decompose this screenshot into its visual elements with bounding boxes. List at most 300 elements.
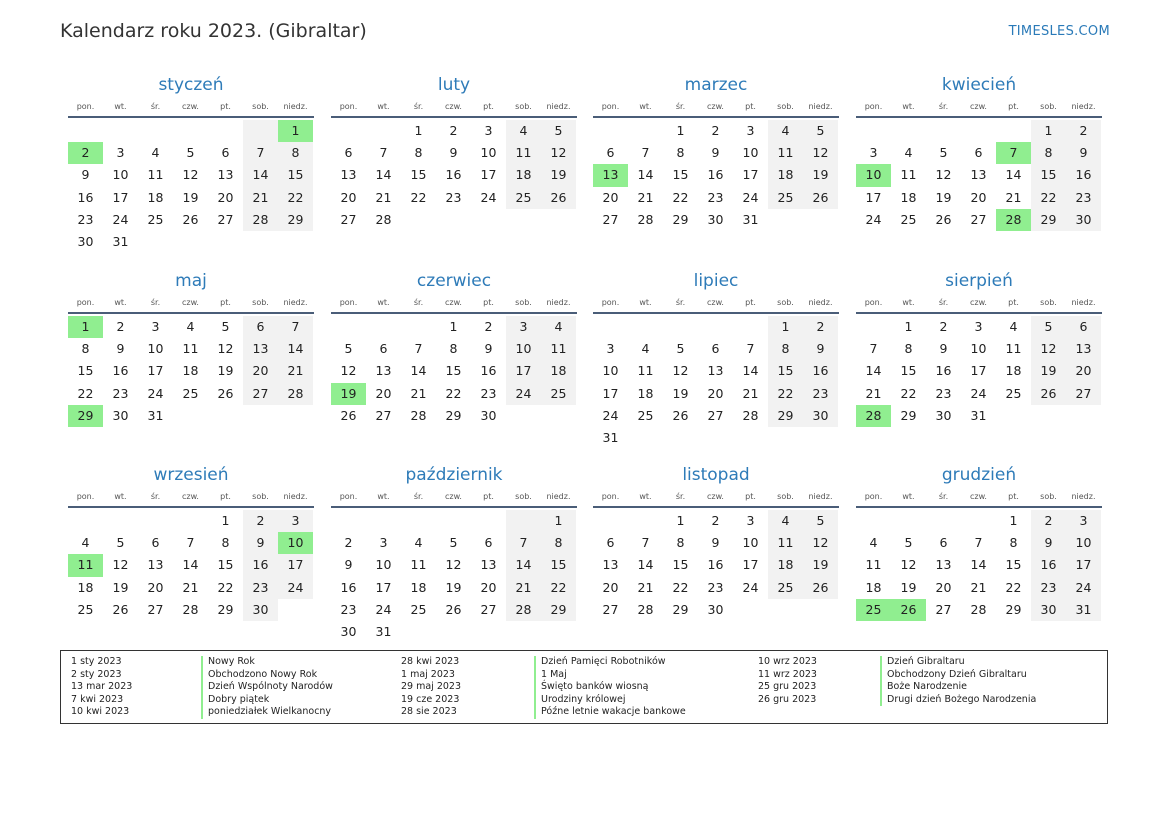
legend-entry: Obchodzono Nowy Rok [201, 669, 333, 682]
day-cell: 17 [742, 557, 759, 573]
weekday-label: śr. [413, 298, 424, 307]
day-cell: 5 [541, 120, 576, 142]
weekday-label: niedz. [808, 102, 833, 111]
day-cell: 1 [541, 510, 576, 532]
day-grid [68, 510, 314, 621]
day-cell: 16 [480, 363, 497, 379]
day-cell: 17 [602, 385, 619, 401]
legend-entry: 1 sty 2023 [71, 656, 122, 667]
day-cell: 19 [803, 554, 838, 576]
day-cell: 27 [375, 407, 392, 423]
day-cell: 22 [768, 383, 803, 405]
day-cell: 20 [147, 579, 164, 595]
weekday-label: niedz. [1071, 492, 1096, 501]
day-cell: 30 [112, 407, 129, 423]
day-cell: 19 [182, 189, 199, 205]
day-cell: 4 [641, 341, 650, 357]
empty-cell [331, 120, 366, 142]
day-cell: 19 [803, 164, 838, 186]
day-grid [593, 120, 839, 231]
day-cell: 1 [414, 123, 423, 138]
day-cell: 23 [340, 601, 357, 617]
weekday-label: sob. [252, 102, 269, 111]
day-cell: 12 [803, 532, 838, 554]
weekday-label: wt. [114, 102, 127, 111]
day-cell: 22 [217, 579, 234, 595]
day-cell: 23 [445, 189, 462, 205]
day-cell: 30 [1031, 599, 1066, 621]
weekday-label: czw. [707, 298, 724, 307]
day-cell: 3 [278, 510, 313, 532]
weekday-header [331, 490, 577, 508]
day-cell: 6 [974, 145, 983, 161]
day-cell: 4 [414, 535, 423, 551]
day-cell: 9 [449, 145, 458, 161]
weekday-label: wt. [377, 298, 390, 307]
day-grid [856, 510, 1102, 621]
day-cell: 15 [672, 167, 689, 183]
day-cell: 6 [606, 535, 615, 551]
day-cell: 12 [541, 142, 576, 164]
holiday-day: 28 [856, 405, 891, 427]
weekday-label: sob. [252, 492, 269, 501]
day-grid [68, 316, 314, 427]
weekday-label: pt. [745, 298, 756, 307]
month-8 [856, 270, 1102, 427]
empty-cell [593, 510, 628, 532]
day-cell: 28 [410, 407, 427, 423]
day-cell: 8 [278, 142, 313, 164]
weekday-label: śr. [938, 298, 949, 307]
empty-cell [103, 120, 138, 142]
weekday-label: pt. [1008, 492, 1019, 501]
legend-names-3 [880, 656, 1036, 706]
day-cell: 7 [414, 341, 423, 357]
weekday-label: pon. [601, 298, 620, 307]
day-cell: 8 [221, 535, 230, 551]
weekday-label: wt. [639, 298, 652, 307]
day-cell: 2 [1031, 510, 1066, 532]
day-cell: 13 [707, 363, 724, 379]
day-cell: 10 [602, 363, 619, 379]
empty-cell [593, 120, 628, 142]
day-cell: 29 [672, 601, 689, 617]
day-cell: 17 [742, 167, 759, 183]
day-cell: 15 [410, 167, 427, 183]
weekday-label: niedz. [546, 102, 571, 111]
month-name: maj [175, 271, 207, 291]
weekday-label: pon. [864, 298, 883, 307]
weekday-header [68, 490, 314, 508]
weekday-label: wt. [114, 298, 127, 307]
month-name: lipiec [693, 271, 739, 291]
day-cell: 5 [186, 145, 195, 161]
day-cell: 11 [506, 142, 541, 164]
weekday-label: śr. [413, 102, 424, 111]
empty-cell [173, 510, 208, 532]
holiday-day: 10 [856, 164, 891, 186]
day-cell: 11 [865, 557, 882, 573]
weekday-label: pon. [76, 102, 95, 111]
day-cell: 30 [803, 405, 838, 427]
day-cell: 22 [900, 385, 917, 401]
legend-entry: Dzień Gibraltaru [880, 656, 1036, 669]
day-cell: 6 [221, 145, 230, 161]
day-cell: 22 [77, 385, 94, 401]
day-cell: 6 [344, 145, 353, 161]
day-cell: 14 [375, 167, 392, 183]
day-cell: 8 [1031, 142, 1066, 164]
day-cell: 2 [484, 319, 493, 334]
day-cell: 25 [506, 187, 541, 209]
day-cell: 14 [1005, 167, 1022, 183]
day-cell: 30 [243, 599, 278, 621]
day-cell: 7 [746, 341, 755, 357]
day-cell: 24 [147, 385, 164, 401]
weekday-label: pt. [220, 298, 231, 307]
day-cell: 24 [742, 189, 759, 205]
day-cell: 24 [1066, 577, 1101, 599]
day-cell: 12 [900, 557, 917, 573]
day-cell: 16 [803, 360, 838, 382]
day-cell: 21 [970, 579, 987, 595]
legend-names-1 [201, 656, 333, 719]
day-cell: 27 [480, 601, 497, 617]
day-cell: 7 [243, 142, 278, 164]
empty-cell [68, 120, 103, 142]
empty-cell [138, 120, 173, 142]
weekday-label: śr. [150, 492, 161, 501]
day-cell: 22 [541, 577, 576, 599]
day-cell: 24 [865, 211, 882, 227]
day-cell: 13 [243, 338, 278, 360]
month-5 [68, 270, 314, 427]
weekday-header [856, 296, 1102, 314]
empty-cell [961, 120, 996, 142]
day-cell: 21 [375, 189, 392, 205]
day-cell: 17 [278, 554, 313, 576]
empty-cell [926, 510, 961, 532]
day-cell: 11 [1005, 341, 1022, 357]
day-cell: 3 [1066, 510, 1101, 532]
month-12 [856, 464, 1102, 621]
day-cell: 20 [1066, 360, 1101, 382]
day-cell: 3 [379, 535, 388, 551]
day-cell: 18 [1005, 363, 1022, 379]
weekday-label: czw. [970, 298, 987, 307]
weekday-header [856, 490, 1102, 508]
day-cell: 14 [742, 363, 759, 379]
weekday-label: niedz. [283, 492, 308, 501]
day-cell: 23 [112, 385, 129, 401]
day-cell: 23 [1031, 577, 1066, 599]
day-cell: 2 [1066, 120, 1101, 142]
weekday-label: wt. [377, 102, 390, 111]
day-cell: 8 [676, 535, 685, 551]
day-cell: 3 [506, 316, 541, 338]
empty-cell [173, 120, 208, 142]
day-cell: 2 [939, 319, 948, 334]
day-cell: 20 [243, 360, 278, 382]
day-cell: 21 [865, 385, 882, 401]
weekday-label: pt. [1008, 298, 1019, 307]
day-cell: 11 [768, 532, 803, 554]
day-cell: 12 [112, 557, 129, 573]
day-cell: 26 [182, 211, 199, 227]
day-cell: 22 [278, 187, 313, 209]
month-name: listopad [682, 465, 750, 485]
day-cell: 25 [182, 385, 199, 401]
day-cell: 8 [81, 341, 90, 357]
brand-link[interactable]: TIMESLES.COM [1008, 24, 1110, 39]
day-cell: 24 [112, 211, 129, 227]
day-cell: 5 [221, 319, 230, 334]
day-cell: 2 [803, 316, 838, 338]
empty-cell [103, 510, 138, 532]
empty-cell [996, 120, 1031, 142]
day-cell: 5 [676, 341, 685, 357]
day-cell: 10 [112, 167, 129, 183]
day-cell: 1 [904, 319, 913, 334]
day-cell: 31 [375, 623, 392, 639]
legend-entry: 10 wrz 2023 [758, 656, 817, 667]
day-cell: 11 [182, 341, 199, 357]
day-cell: 5 [939, 145, 948, 161]
day-cell: 8 [541, 532, 576, 554]
day-cell: 21 [637, 579, 654, 595]
day-cell: 23 [803, 383, 838, 405]
day-cell: 9 [711, 535, 720, 551]
day-cell: 25 [147, 211, 164, 227]
day-cell: 12 [672, 363, 689, 379]
empty-cell [628, 316, 663, 338]
weekday-label: czw. [707, 102, 724, 111]
day-cell: 7 [186, 535, 195, 551]
legend-entry: 28 sie 2023 [401, 706, 457, 718]
legend-entry: 25 gru 2023 [758, 681, 817, 693]
day-cell: 27 [970, 211, 987, 227]
day-cell: 4 [151, 145, 160, 161]
month-7 [593, 270, 839, 449]
empty-cell [628, 120, 663, 142]
day-cell: 18 [541, 360, 576, 382]
day-cell: 13 [375, 363, 392, 379]
day-cell: 1 [768, 316, 803, 338]
day-cell: 31 [1066, 599, 1101, 621]
day-cell: 4 [904, 145, 913, 161]
weekday-label: wt. [639, 102, 652, 111]
weekday-label: czw. [182, 102, 199, 111]
month-name: sierpień [945, 271, 1013, 291]
empty-cell [856, 510, 891, 532]
holiday-day: 2 [68, 142, 103, 164]
day-cell: 27 [602, 211, 619, 227]
day-cell: 11 [410, 557, 427, 573]
day-cell: 9 [344, 557, 353, 573]
day-cell: 8 [768, 338, 803, 360]
day-cell: 15 [768, 360, 803, 382]
day-cell: 3 [746, 513, 755, 528]
day-cell: 6 [1066, 316, 1101, 338]
day-cell: 7 [974, 535, 983, 551]
weekday-label: sob. [515, 102, 532, 111]
day-cell: 16 [1031, 554, 1066, 576]
day-cell: 20 [935, 579, 952, 595]
day-cell: 24 [375, 601, 392, 617]
legend-entry: poniedziałek Wielkanocny [201, 706, 333, 719]
weekday-label: czw. [707, 492, 724, 501]
day-cell: 16 [445, 167, 462, 183]
weekday-label: śr. [938, 102, 949, 111]
weekday-label: pon. [339, 298, 358, 307]
weekday-label: czw. [970, 102, 987, 111]
weekday-label: pt. [745, 492, 756, 501]
day-cell: 12 [445, 557, 462, 573]
day-cell: 11 [900, 167, 917, 183]
empty-cell [68, 510, 103, 532]
legend-entry: Boże Narodzenie [880, 681, 1036, 694]
day-cell: 18 [768, 554, 803, 576]
day-cell: 19 [1031, 360, 1066, 382]
day-cell: 24 [742, 579, 759, 595]
day-cell: 26 [217, 385, 234, 401]
day-cell: 8 [414, 145, 423, 161]
day-cell: 22 [672, 189, 689, 205]
weekday-label: wt. [902, 492, 915, 501]
weekday-label: pt. [220, 492, 231, 501]
month-1 [68, 74, 314, 253]
day-cell: 14 [506, 554, 541, 576]
day-cell: 20 [602, 579, 619, 595]
month-name: kwiecień [941, 75, 1017, 95]
day-cell: 7 [869, 341, 878, 357]
day-cell: 5 [344, 341, 353, 357]
empty-cell [138, 510, 173, 532]
day-cell: 3 [484, 123, 493, 138]
day-cell: 2 [711, 513, 720, 528]
day-cell: 9 [81, 167, 90, 183]
weekday-label: czw. [970, 492, 987, 501]
holiday-day: 11 [68, 554, 103, 576]
day-cell: 8 [1009, 535, 1018, 551]
weekday-label: pt. [483, 102, 494, 111]
legend-entry: 2 sty 2023 [71, 668, 122, 680]
day-cell: 16 [707, 167, 724, 183]
day-grid [593, 316, 839, 449]
day-cell: 15 [217, 557, 234, 573]
day-cell: 31 [970, 407, 987, 423]
day-cell: 16 [77, 189, 94, 205]
day-cell: 9 [243, 532, 278, 554]
day-cell: 7 [379, 145, 388, 161]
weekday-label: sob. [1040, 492, 1057, 501]
day-cell: 14 [182, 557, 199, 573]
month-name: luty [437, 75, 471, 95]
day-cell: 20 [375, 385, 392, 401]
day-cell: 5 [1031, 316, 1066, 338]
weekday-label: niedz. [808, 492, 833, 501]
weekday-label: niedz. [808, 298, 833, 307]
day-cell: 28 [182, 601, 199, 617]
day-cell: 25 [637, 407, 654, 423]
day-cell: 5 [449, 535, 458, 551]
legend-entry: 1 Maj [534, 669, 686, 682]
day-cell: 31 [147, 407, 164, 423]
month-4 [856, 74, 1102, 231]
weekday-header [856, 100, 1102, 118]
weekday-label: sob. [777, 298, 794, 307]
day-cell: 29 [217, 601, 234, 617]
legend-entry: Dobry piątek [201, 694, 333, 707]
day-cell: 13 [480, 557, 497, 573]
day-cell: 16 [112, 363, 129, 379]
weekday-label: śr. [675, 492, 686, 501]
weekday-label: pon. [864, 102, 883, 111]
day-cell: 19 [217, 363, 234, 379]
day-cell: 16 [340, 579, 357, 595]
day-cell: 27 [935, 601, 952, 617]
day-cell: 15 [77, 363, 94, 379]
day-cell: 23 [77, 211, 94, 227]
day-cell: 3 [606, 341, 615, 357]
day-cell: 11 [147, 167, 164, 183]
day-cell: 21 [182, 579, 199, 595]
empty-cell [698, 316, 733, 338]
day-cell: 22 [1005, 579, 1022, 595]
day-cell: 14 [278, 338, 313, 360]
day-cell: 24 [480, 189, 497, 205]
day-cell: 21 [506, 577, 541, 599]
day-cell: 30 [707, 601, 724, 617]
weekday-label: wt. [902, 298, 915, 307]
weekday-label: czw. [445, 492, 462, 501]
empty-cell [856, 120, 891, 142]
day-cell: 2 [116, 319, 125, 334]
day-cell: 13 [1066, 338, 1101, 360]
day-cell: 27 [217, 211, 234, 227]
day-cell: 19 [541, 164, 576, 186]
day-cell: 2 [449, 123, 458, 138]
holiday-day: 26 [891, 599, 926, 621]
weekday-label: niedz. [1071, 298, 1096, 307]
day-cell: 21 [243, 187, 278, 209]
day-cell: 29 [1031, 209, 1066, 231]
day-cell: 13 [602, 557, 619, 573]
day-cell: 16 [1066, 164, 1101, 186]
day-cell: 4 [541, 316, 576, 338]
empty-cell [436, 510, 471, 532]
day-cell: 7 [641, 145, 650, 161]
day-cell: 18 [768, 164, 803, 186]
day-cell: 11 [637, 363, 654, 379]
day-cell: 18 [637, 385, 654, 401]
day-cell: 24 [506, 383, 541, 405]
weekday-label: sob. [1040, 102, 1057, 111]
day-cell: 25 [541, 383, 576, 405]
day-cell: 19 [445, 579, 462, 595]
day-cell: 24 [970, 385, 987, 401]
weekday-label: wt. [114, 492, 127, 501]
day-cell: 22 [410, 189, 427, 205]
holiday-legend [60, 650, 1108, 724]
month-10 [331, 464, 577, 643]
day-cell: 20 [340, 189, 357, 205]
empty-cell [366, 120, 401, 142]
legend-entry: Późne letnie wakacje bankowe [534, 706, 686, 719]
day-cell: 14 [637, 167, 654, 183]
legend-entry: Obchodzony Dzień Gibraltaru [880, 669, 1036, 682]
weekday-label: wt. [377, 492, 390, 501]
